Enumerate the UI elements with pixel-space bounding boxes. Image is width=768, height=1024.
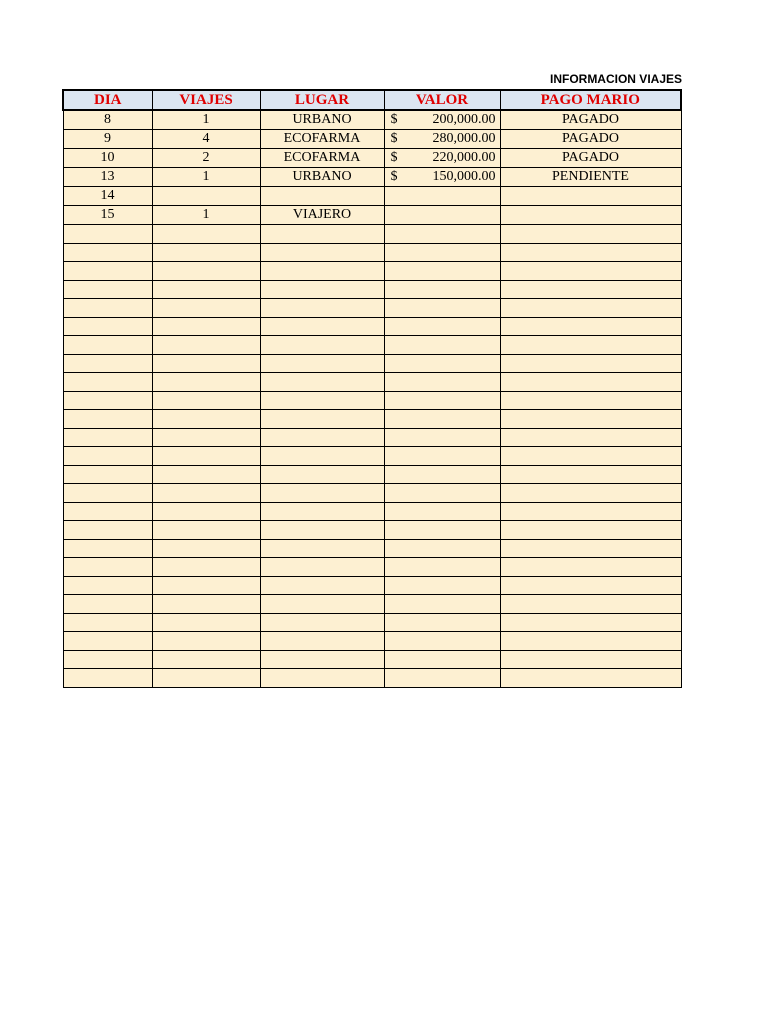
- table-row-empty: [63, 336, 681, 355]
- cell-valor[interactable]: [384, 206, 500, 225]
- table-row-empty: [63, 502, 681, 521]
- cell-dia[interactable]: [63, 576, 152, 595]
- cell-valor[interactable]: [384, 243, 500, 262]
- cell-lugar[interactable]: [260, 650, 384, 669]
- cell-lugar[interactable]: [260, 447, 384, 466]
- cell-viajes[interactable]: [152, 558, 260, 577]
- cell-viajes[interactable]: [152, 539, 260, 558]
- cell-pago-mario[interactable]: [500, 317, 681, 336]
- cell-dia[interactable]: [63, 373, 152, 392]
- table-row: [63, 168, 681, 187]
- table-row-empty: [63, 225, 681, 244]
- table-row-empty: [63, 317, 681, 336]
- cell-viajes[interactable]: 1: [152, 110, 260, 130]
- cell-dia[interactable]: [63, 354, 152, 373]
- cell-dia[interactable]: [63, 595, 152, 614]
- cell-pago-mario[interactable]: PAGADO: [500, 149, 681, 168]
- cell-pago-mario[interactable]: [500, 243, 681, 262]
- amount-value: 280,000.00: [432, 131, 496, 146]
- cell-dia[interactable]: [63, 243, 152, 262]
- cell-dia[interactable]: 13: [63, 168, 152, 187]
- table-row-empty: [63, 299, 681, 318]
- cell-valor[interactable]: [384, 447, 500, 466]
- cell-dia[interactable]: [63, 484, 152, 503]
- cell-dia[interactable]: [63, 539, 152, 558]
- cell-valor[interactable]: [384, 428, 500, 447]
- cell-pago-mario[interactable]: [500, 465, 681, 484]
- table-row-empty: [63, 410, 681, 429]
- cell-valor[interactable]: [384, 149, 500, 168]
- table-body: [63, 110, 681, 687]
- cell-dia[interactable]: [63, 336, 152, 355]
- cell-lugar[interactable]: [260, 539, 384, 558]
- table-row: [63, 130, 681, 149]
- currency-symbol: $: [390, 169, 398, 184]
- table-row-empty: [63, 521, 681, 540]
- cell-dia[interactable]: [63, 447, 152, 466]
- cell-valor[interactable]: [384, 262, 500, 281]
- header-viajes[interactable]: VIAJES: [152, 90, 260, 110]
- cell-viajes[interactable]: [152, 243, 260, 262]
- table-row-empty: [63, 428, 681, 447]
- cell-dia[interactable]: [63, 299, 152, 318]
- cell-valor[interactable]: [384, 632, 500, 651]
- cell-viajes[interactable]: [152, 595, 260, 614]
- cell-pago-mario[interactable]: [500, 650, 681, 669]
- cell-lugar[interactable]: [260, 280, 384, 299]
- cell-valor[interactable]: [384, 373, 500, 392]
- cell-pago-mario[interactable]: [500, 206, 681, 225]
- table-row-empty: [63, 595, 681, 614]
- cell-dia[interactable]: [63, 502, 152, 521]
- cell-pago-mario[interactable]: [500, 484, 681, 503]
- cell-pago-mario[interactable]: [500, 336, 681, 355]
- header-dia[interactable]: DIA: [63, 90, 152, 110]
- table-row: [63, 187, 681, 206]
- table-row-empty: [63, 391, 681, 410]
- cell-dia[interactable]: [63, 262, 152, 281]
- cell-pago-mario[interactable]: [500, 225, 681, 244]
- cell-valor[interactable]: [384, 317, 500, 336]
- cell-pago-mario[interactable]: [500, 391, 681, 410]
- sheet-title: INFORMACION VIAJES: [549, 72, 682, 86]
- cell-dia[interactable]: [63, 428, 152, 447]
- cell-valor[interactable]: [384, 110, 500, 130]
- cell-pago-mario[interactable]: [500, 595, 681, 614]
- header-valor[interactable]: VALOR: [384, 90, 500, 110]
- cell-lugar[interactable]: [260, 373, 384, 392]
- cell-viajes[interactable]: [152, 317, 260, 336]
- cell-pago-mario[interactable]: [500, 613, 681, 632]
- table-row-empty: [63, 576, 681, 595]
- table-row-empty: [63, 465, 681, 484]
- header-pago-mario[interactable]: PAGO MARIO: [500, 90, 681, 110]
- cell-lugar[interactable]: [260, 558, 384, 577]
- cell-pago-mario[interactable]: [500, 558, 681, 577]
- cell-pago-mario[interactable]: PAGADO: [500, 130, 681, 149]
- cell-pago-mario[interactable]: [500, 447, 681, 466]
- cell-valor[interactable]: [384, 669, 500, 688]
- cell-valor[interactable]: [384, 299, 500, 318]
- cell-viajes[interactable]: [152, 391, 260, 410]
- cell-pago-mario[interactable]: [500, 280, 681, 299]
- cell-lugar[interactable]: [260, 595, 384, 614]
- trips-table: [62, 89, 682, 688]
- cell-viajes[interactable]: [152, 465, 260, 484]
- cell-pago-mario[interactable]: PENDIENTE: [500, 168, 681, 187]
- cell-lugar[interactable]: [260, 521, 384, 540]
- cell-viajes[interactable]: [152, 447, 260, 466]
- table-row: [63, 149, 681, 168]
- cell-lugar[interactable]: [260, 299, 384, 318]
- cell-lugar[interactable]: [260, 391, 384, 410]
- cell-valor[interactable]: [384, 521, 500, 540]
- cell-valor[interactable]: [384, 225, 500, 244]
- cell-dia[interactable]: 10: [63, 149, 152, 168]
- cell-valor[interactable]: [384, 410, 500, 429]
- table-row-empty: [63, 280, 681, 299]
- table-row-empty: [63, 539, 681, 558]
- cell-lugar[interactable]: [260, 669, 384, 688]
- cell-lugar[interactable]: ECOFARMA: [260, 130, 384, 149]
- table-row-empty: [63, 243, 681, 262]
- cell-lugar[interactable]: [260, 428, 384, 447]
- cell-pago-mario[interactable]: [500, 669, 681, 688]
- cell-pago-mario[interactable]: [500, 187, 681, 206]
- amount-value: 150,000.00: [432, 169, 496, 184]
- cell-viajes[interactable]: 2: [152, 149, 260, 168]
- cell-lugar[interactable]: [260, 484, 384, 503]
- cell-viajes[interactable]: [152, 336, 260, 355]
- table-row: [63, 110, 681, 130]
- cell-viajes[interactable]: [152, 299, 260, 318]
- cell-dia[interactable]: [63, 280, 152, 299]
- table-row-empty: [63, 669, 681, 688]
- cell-pago-mario[interactable]: [500, 373, 681, 392]
- currency-symbol: $: [390, 112, 398, 127]
- cell-viajes[interactable]: [152, 280, 260, 299]
- cell-lugar[interactable]: [260, 576, 384, 595]
- cell-viajes[interactable]: [152, 428, 260, 447]
- cell-dia[interactable]: 9: [63, 130, 152, 149]
- cell-dia[interactable]: [63, 465, 152, 484]
- header-lugar[interactable]: LUGAR: [260, 90, 384, 110]
- cell-valor[interactable]: [384, 280, 500, 299]
- cell-viajes[interactable]: [152, 262, 260, 281]
- cell-viajes[interactable]: [152, 650, 260, 669]
- cell-valor[interactable]: [384, 391, 500, 410]
- cell-valor[interactable]: [384, 539, 500, 558]
- cell-viajes[interactable]: [152, 669, 260, 688]
- currency-symbol: $: [390, 150, 398, 165]
- cell-dia[interactable]: [63, 632, 152, 651]
- cell-valor[interactable]: [384, 576, 500, 595]
- cell-pago-mario[interactable]: [500, 539, 681, 558]
- cell-viajes[interactable]: [152, 373, 260, 392]
- cell-pago-mario[interactable]: [500, 502, 681, 521]
- cell-pago-mario[interactable]: [500, 299, 681, 318]
- table-row-empty: [63, 262, 681, 281]
- cell-viajes[interactable]: [152, 576, 260, 595]
- cell-lugar[interactable]: ECOFARMA: [260, 149, 384, 168]
- cell-dia[interactable]: [63, 521, 152, 540]
- cell-lugar[interactable]: [260, 613, 384, 632]
- table-row-empty: [63, 447, 681, 466]
- cell-valor[interactable]: [384, 130, 500, 149]
- cell-viajes[interactable]: [152, 632, 260, 651]
- cell-dia[interactable]: [63, 317, 152, 336]
- cell-viajes[interactable]: [152, 354, 260, 373]
- table-row-empty: [63, 650, 681, 669]
- cell-dia[interactable]: [63, 225, 152, 244]
- table-row-empty: [63, 632, 681, 651]
- cell-viajes[interactable]: 1: [152, 206, 260, 225]
- cell-pago-mario[interactable]: [500, 262, 681, 281]
- cell-viajes[interactable]: 4: [152, 130, 260, 149]
- cell-dia[interactable]: [63, 650, 152, 669]
- cell-pago-mario[interactable]: PAGADO: [500, 110, 681, 130]
- cell-valor[interactable]: [384, 187, 500, 206]
- cell-pago-mario[interactable]: [500, 632, 681, 651]
- cell-lugar[interactable]: [260, 632, 384, 651]
- amount-value: 200,000.00: [432, 112, 496, 127]
- cell-valor[interactable]: [384, 168, 500, 187]
- cell-viajes[interactable]: [152, 410, 260, 429]
- cell-valor[interactable]: [384, 465, 500, 484]
- cell-viajes[interactable]: [152, 613, 260, 632]
- currency-symbol: $: [390, 131, 398, 146]
- cell-lugar[interactable]: URBANO: [260, 110, 384, 130]
- cell-dia[interactable]: [63, 410, 152, 429]
- cell-viajes[interactable]: [152, 187, 260, 206]
- cell-viajes[interactable]: 1: [152, 168, 260, 187]
- cell-valor[interactable]: [384, 650, 500, 669]
- cell-lugar[interactable]: [260, 317, 384, 336]
- table-row-empty: [63, 558, 681, 577]
- cell-lugar[interactable]: [260, 262, 384, 281]
- cell-dia[interactable]: 14: [63, 187, 152, 206]
- cell-valor[interactable]: [384, 484, 500, 503]
- table-row: [63, 206, 681, 225]
- cell-viajes[interactable]: [152, 225, 260, 244]
- cell-viajes[interactable]: [152, 521, 260, 540]
- cell-lugar[interactable]: [260, 465, 384, 484]
- cell-dia[interactable]: [63, 558, 152, 577]
- cell-viajes[interactable]: [152, 502, 260, 521]
- cell-valor[interactable]: [384, 336, 500, 355]
- header-row: [63, 90, 681, 110]
- table-row-empty: [63, 354, 681, 373]
- cell-valor[interactable]: [384, 595, 500, 614]
- cell-pago-mario[interactable]: [500, 521, 681, 540]
- cell-dia[interactable]: 15: [63, 206, 152, 225]
- cell-valor[interactable]: [384, 502, 500, 521]
- cell-pago-mario[interactable]: [500, 354, 681, 373]
- cell-pago-mario[interactable]: [500, 576, 681, 595]
- cell-valor[interactable]: [384, 613, 500, 632]
- cell-dia[interactable]: 8: [63, 110, 152, 130]
- cell-lugar[interactable]: [260, 354, 384, 373]
- amount-value: 220,000.00: [432, 150, 496, 165]
- cell-valor[interactable]: [384, 558, 500, 577]
- cell-pago-mario[interactable]: [500, 428, 681, 447]
- cell-lugar[interactable]: [260, 243, 384, 262]
- cell-lugar[interactable]: VIAJERO: [260, 206, 384, 225]
- cell-lugar[interactable]: [260, 410, 384, 429]
- table-row-empty: [63, 484, 681, 503]
- cell-lugar[interactable]: [260, 187, 384, 206]
- cell-viajes[interactable]: [152, 484, 260, 503]
- table-row-empty: [63, 613, 681, 632]
- cell-pago-mario[interactable]: [500, 410, 681, 429]
- cell-lugar[interactable]: URBANO: [260, 168, 384, 187]
- cell-valor[interactable]: [384, 354, 500, 373]
- cell-dia[interactable]: [63, 391, 152, 410]
- cell-lugar[interactable]: [260, 502, 384, 521]
- cell-lugar[interactable]: [260, 225, 384, 244]
- table-row-empty: [63, 373, 681, 392]
- cell-lugar[interactable]: [260, 336, 384, 355]
- cell-dia[interactable]: [63, 669, 152, 688]
- cell-dia[interactable]: [63, 613, 152, 632]
